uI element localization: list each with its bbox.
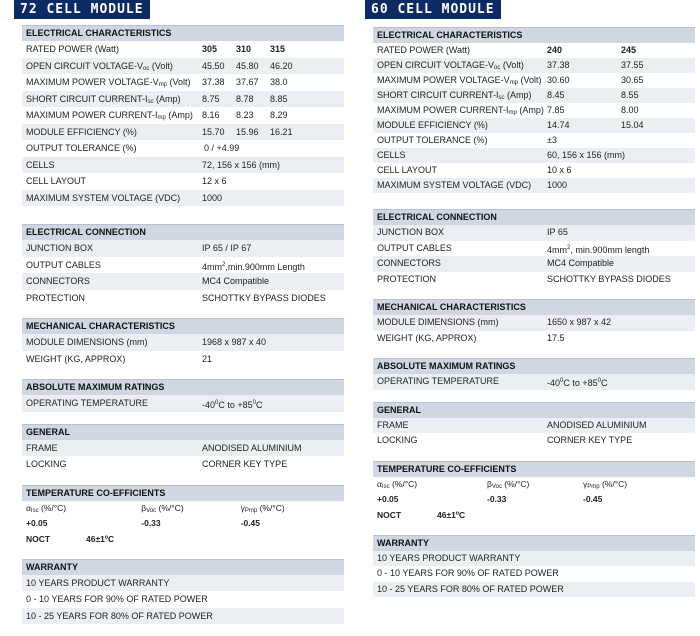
- section-header: ABSOLUTE MAXIMUM RATINGS: [373, 358, 695, 374]
- row-label: MODULE EFFICIENCY (%): [377, 120, 488, 130]
- row-label: OUTPUT TOLERANCE (%): [377, 135, 488, 145]
- warranty-row: 10 YEARS PRODUCT WARRANTY: [22, 575, 344, 592]
- value: 15.70: [202, 126, 225, 137]
- section-header: ELECTRICAL CONNECTION: [22, 224, 344, 240]
- electrical-connection: [373, 209, 695, 287]
- row-label: OPERATING TEMPERATURE: [377, 376, 500, 386]
- row-label: OUTPUT TOLERANCE (%): [26, 143, 137, 153]
- value: 1650 x 987 x 42: [547, 317, 612, 327]
- value: $-40^0C$ to $+85^0C$: [547, 378, 608, 388]
- max-voltage-row: [22, 190, 344, 207]
- section-header: TEMPERATURE CO-EFFICIENTS: [22, 485, 344, 501]
- value: ANODISED ALUMINIUM: [202, 442, 302, 453]
- value: $4mm^2,\min.900mm$ Length: [202, 261, 305, 272]
- row-label: OPEN CIRCUIT VOLTAGE-$V_{oc}$ (Volt): [26, 60, 173, 72]
- gamma-value: -0.45: [583, 493, 603, 504]
- coef-values-row: [22, 516, 344, 531]
- value: 8.78: [236, 93, 254, 104]
- section-header: ELECTRICAL CHARACTERISTICS: [22, 25, 344, 41]
- section-header: ABSOLUTE MAXIMUM RATINGS: [22, 379, 344, 395]
- protection-row: [373, 272, 695, 288]
- row-label: PROTECTION: [26, 292, 86, 303]
- warranty: [22, 559, 344, 625]
- cells-row: [373, 148, 695, 163]
- row-label: MODULE EFFICIENCY (%): [26, 126, 137, 137]
- mechanical-characteristics: [373, 299, 695, 346]
- value: 45.50: [202, 60, 225, 71]
- row-label: MAXIMUM SYSTEM VOLTAGE (VDC): [26, 192, 181, 203]
- value: 0 / +4.99: [204, 143, 240, 153]
- value: 72, 156 x 156 (mm): [202, 159, 281, 170]
- efficiency-row: [22, 124, 344, 141]
- value: ANODISED ALUMINIUM: [547, 419, 647, 430]
- value: 17.5: [547, 332, 565, 343]
- value: 16.21: [270, 126, 293, 137]
- beta-label: $\beta_{Voc}$ (%/°C): [141, 502, 184, 514]
- module-title: 60 CELL MODULE: [365, 0, 501, 19]
- general: [373, 402, 695, 449]
- warranty-row: 0 - 10 YEARS FOR 90% OF RATED POWER: [26, 594, 208, 604]
- value: 37.38: [202, 77, 225, 87]
- beta-value: -0.33: [141, 517, 161, 528]
- value: IP 65 / IP 67: [202, 243, 252, 253]
- value: 8.16: [202, 110, 220, 120]
- section-header: WARRANTY: [22, 559, 344, 575]
- row-label: CELL LAYOUT: [26, 176, 87, 186]
- row-label: SHORT CIRCUIT CURRENT-$I_{sc}$ (Amp): [377, 90, 532, 101]
- value: MC4 Compatible: [202, 276, 270, 286]
- section-header: MECHANICAL CHARACTERISTICS: [22, 318, 344, 334]
- row-label: CELL LAYOUT: [377, 165, 438, 175]
- operating-temperature-row: [22, 395, 344, 412]
- locking-row: [22, 456, 344, 473]
- value: IP 65: [547, 227, 568, 237]
- value: 45.80: [236, 60, 259, 71]
- row-label: LOCKING: [26, 459, 67, 469]
- cell-layout-row: [373, 163, 695, 178]
- warranty: [373, 535, 695, 598]
- value: 1968 x 987 x 40: [202, 337, 267, 347]
- row-label: CONNECTORS: [26, 276, 90, 286]
- tolerance-row: [22, 140, 344, 157]
- voc-row: [373, 58, 695, 73]
- electrical-connection: [22, 224, 344, 306]
- value: 315: [270, 44, 286, 54]
- section-header: TEMPERATURE CO-EFFICIENTS: [373, 461, 695, 477]
- max-voltage-row: [373, 178, 695, 193]
- protection-row: [22, 290, 344, 307]
- value: 1000: [202, 192, 223, 203]
- value: 1000: [547, 180, 568, 190]
- gamma-label: $\gamma_{Pmp}$ (%/°C): [583, 478, 628, 490]
- electrical-characteristics: [373, 27, 695, 193]
- general: [22, 424, 344, 473]
- value: 305: [202, 44, 218, 54]
- alpha-value: +0.05: [26, 517, 48, 528]
- value: 8.55: [621, 90, 639, 100]
- alpha-value: +0.05: [377, 493, 399, 504]
- row-label: SHORT CIRCUIT CURRENT-$I_{sc}$ (Amp): [26, 93, 181, 105]
- value: 8.23: [236, 110, 254, 120]
- dimensions-row: [373, 315, 695, 331]
- value: MC4 Compatible: [547, 258, 615, 268]
- module-60-cell: [373, 0, 695, 609]
- value: ±3: [547, 135, 557, 145]
- row-label: OPEN CIRCUIT VOLTAGE-$V_{oc}$ (Volt): [377, 60, 524, 71]
- row-label: RATED POWER (Watt): [377, 45, 470, 55]
- section-header: GENERAL: [373, 402, 695, 418]
- value: 8.29: [270, 110, 288, 120]
- alpha-label: $\alpha_{Isc}$ (%/°C): [377, 478, 418, 490]
- row-label: CELLS: [26, 159, 55, 170]
- output-cables-row: [22, 257, 344, 274]
- warranty-row: 10 - 25 YEARS FOR 80% OF RATED POWER: [22, 608, 344, 625]
- temperature-coefficients: [373, 461, 695, 523]
- connectors-row: [373, 256, 695, 272]
- rated-power-row: [373, 43, 695, 58]
- row-label: JUNCTION BOX: [26, 243, 94, 253]
- row-label: JUNCTION BOX: [377, 227, 445, 237]
- row-label: MODULE DIMENSIONS (mm): [377, 317, 499, 327]
- noct-row: [22, 531, 344, 547]
- vmp-row: [373, 73, 695, 88]
- value: 21: [202, 353, 213, 364]
- row-label: MAXIMUM POWER CURRENT-$I_{mp}$ (Amp): [26, 110, 193, 121]
- row-label: OPERATING TEMPERATURE: [26, 398, 149, 408]
- value: CORNER KEY TYPE: [202, 459, 288, 469]
- cells-row: [22, 157, 344, 174]
- coef-labels-row: [22, 501, 344, 516]
- frame-row: [373, 418, 695, 434]
- noct-value: 46±1ºC: [437, 509, 466, 520]
- gamma-value: -0.45: [240, 517, 260, 528]
- warranty-row: 10 YEARS PRODUCT WARRANTY: [373, 551, 695, 567]
- row-label: CONNECTORS: [377, 258, 441, 268]
- weight-row: [22, 351, 344, 368]
- noct-row: [373, 507, 695, 523]
- row-label: MAXIMUM POWER VOLTAGE-$V_{mp}$ (Volt): [377, 75, 542, 86]
- row-label: MAXIMUM POWER VOLTAGE-$V_{mp}$ (Volt): [26, 77, 191, 88]
- row-label: MODULE DIMENSIONS (mm): [26, 337, 148, 347]
- row-label: PROTECTION: [377, 273, 437, 284]
- junction-box-row: [22, 240, 344, 257]
- row-label: MAXIMUM SYSTEM VOLTAGE (VDC): [377, 180, 532, 190]
- value: 37.38: [547, 60, 570, 70]
- frame-row: [22, 440, 344, 457]
- connectors-row: [22, 273, 344, 290]
- row-label: FRAME: [26, 442, 58, 453]
- isc-row: [22, 91, 344, 108]
- section-header: ELECTRICAL CHARACTERISTICS: [373, 27, 695, 43]
- value: 12 x 6: [202, 176, 227, 186]
- value: 240: [547, 45, 563, 55]
- noct-value: 46±1ºC: [86, 533, 115, 544]
- value: SCHOTTKY BYPASS DIODES: [202, 292, 326, 303]
- value: 30.65: [621, 75, 644, 85]
- section-header: GENERAL: [22, 424, 344, 440]
- vmp-row: [22, 74, 344, 91]
- section-header: ELECTRICAL CONNECTION: [373, 209, 695, 225]
- warranty-row: 0 - 10 YEARS FOR 90% OF RATED POWER: [377, 568, 559, 578]
- row-label: CELLS: [377, 150, 406, 160]
- operating-temperature-row: [373, 374, 695, 390]
- value: 60, 156 x 156 (mm): [547, 150, 626, 160]
- module-72-cell: [22, 0, 344, 636]
- value: 8.45: [547, 90, 565, 100]
- row-label: OUTPUT CABLES: [26, 259, 101, 270]
- noct-label: NOCT: [26, 533, 51, 544]
- value: 245: [621, 45, 637, 55]
- value: 37.55: [621, 60, 644, 70]
- section-header: WARRANTY: [373, 535, 695, 551]
- coef-values-row: [373, 492, 695, 507]
- electrical-characteristics: [22, 25, 344, 206]
- value: 8.00: [621, 105, 639, 115]
- tolerance-row: [373, 133, 695, 148]
- imp-row: [373, 103, 695, 118]
- beta-value: -0.33: [487, 493, 507, 504]
- imp-row: [22, 107, 344, 124]
- value: 10 x 6: [547, 165, 572, 175]
- value: 8.85: [270, 93, 288, 104]
- row-label: FRAME: [377, 419, 409, 430]
- isc-row: [373, 88, 695, 103]
- beta-label: $\beta_{Voc}$ (%/°C): [487, 478, 530, 490]
- rated-power-row: [22, 41, 344, 58]
- value: 310: [236, 44, 252, 54]
- absolute-maximum-ratings: [373, 358, 695, 390]
- value: 30.60: [547, 75, 570, 85]
- row-label: WEIGHT (KG, APPROX): [377, 332, 477, 343]
- value: 15.04: [621, 120, 644, 130]
- coef-labels-row: [373, 477, 695, 492]
- value: 14.74: [547, 120, 570, 130]
- value: CORNER KEY TYPE: [547, 435, 633, 445]
- noct-label: NOCT: [377, 509, 402, 520]
- value: $-40^0C$ to $+85^0C$: [202, 400, 263, 410]
- weight-row: [373, 331, 695, 347]
- row-label: RATED POWER (Watt): [26, 44, 119, 54]
- row-label: LOCKING: [377, 435, 418, 445]
- locking-row: [373, 433, 695, 449]
- absolute-maximum-ratings: [22, 379, 344, 412]
- voc-row: [22, 58, 344, 75]
- efficiency-row: [373, 118, 695, 133]
- value: 15.96: [236, 126, 259, 137]
- output-cables-row: [373, 241, 695, 257]
- row-label: WEIGHT (KG, APPROX): [26, 353, 126, 364]
- value: $4mm^2$, min.900mm length: [547, 244, 650, 255]
- value: 38.0: [270, 77, 288, 87]
- module-title: 72 CELL MODULE: [14, 0, 150, 19]
- row-label: MAXIMUM POWER CURRENT-$I_{mp}$ (Amp): [377, 105, 544, 116]
- value: 7.85: [547, 105, 565, 115]
- dimensions-row: [22, 334, 344, 351]
- alpha-label: $\alpha_{Isc}$ (%/°C): [26, 502, 67, 514]
- gamma-label: $\gamma_{Pmp}$ (%/°C): [240, 502, 285, 514]
- value: 37.67: [236, 77, 259, 87]
- row-label: OUTPUT CABLES: [377, 242, 452, 253]
- value: SCHOTTKY BYPASS DIODES: [547, 273, 671, 284]
- temperature-coefficients: [22, 485, 344, 547]
- warranty-row: 10 - 25 YEARS FOR 80% OF RATED POWER: [373, 582, 695, 598]
- value: 46.20: [270, 60, 293, 71]
- mechanical-characteristics: [22, 318, 344, 367]
- cell-layout-row: [22, 173, 344, 190]
- section-header: MECHANICAL CHARACTERISTICS: [373, 299, 695, 315]
- junction-box-row: [373, 225, 695, 241]
- value: 8.75: [202, 93, 220, 104]
